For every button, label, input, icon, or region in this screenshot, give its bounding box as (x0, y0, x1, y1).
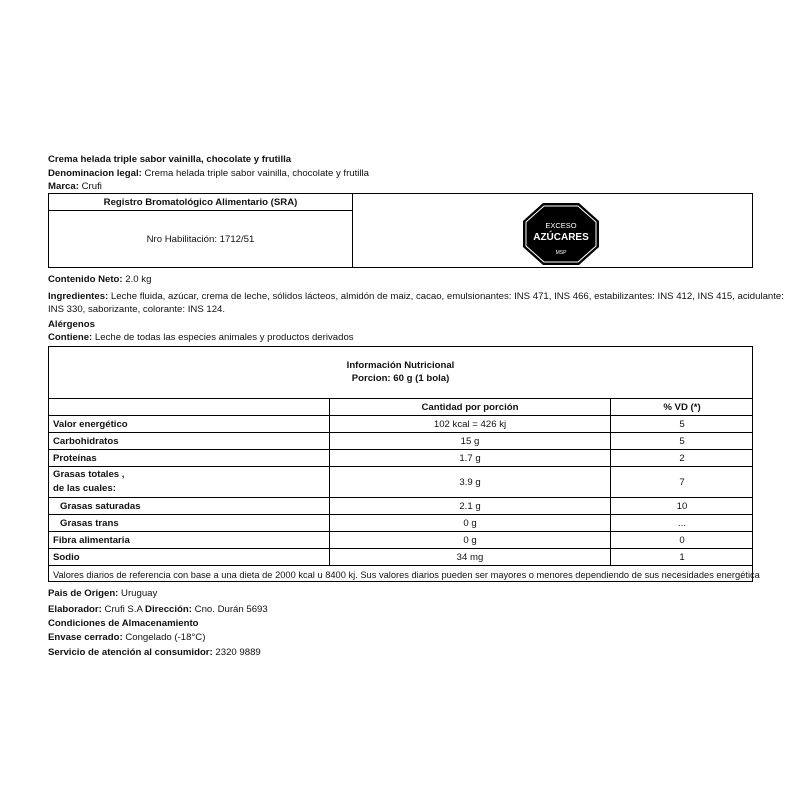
producer-value: Crufi S.A (104, 604, 143, 615)
nutrient-name: Sodio (53, 551, 80, 563)
seal-line2: AZÚCARES (533, 232, 589, 243)
registry-habilitacion: Nro Habilitación: 1712/51 (146, 233, 255, 245)
nutrient-name: Valor energético (53, 418, 128, 430)
legal-name-line (48, 168, 369, 180)
ingredients-text-2: INS 330, saborizante, colorante: INS 124. (48, 304, 226, 315)
service-value: 2320 9889 (215, 647, 261, 658)
nutrient-amount: 2.1 g (459, 500, 481, 512)
nutrient-vd: 5 (679, 418, 685, 430)
nutrient-vd: 1 (679, 551, 685, 563)
origin-line (48, 588, 157, 600)
nutrient-amount: 15 g (460, 435, 480, 447)
nutrient-vd: 0 (679, 534, 685, 546)
address-value: Cno. Durán 5693 (194, 604, 268, 615)
legal-name-value: Crema helada triple sabor vainilla, chocolate y frutilla (144, 168, 369, 179)
storage-line (48, 632, 205, 644)
octagon-icon (522, 202, 600, 266)
nutrient-amount: 0 g (463, 534, 477, 546)
nutrition-footnote: Valores diarios de referencia con base a una dieta de 2000 kcal u 8400 kj. Sus valores diarios pueden ser mayores o menores dependiendo de sus necesidades energética (53, 570, 760, 580)
brand-line (48, 181, 102, 193)
nutrition-portion: Porcion: 60 g (1 bola) (351, 373, 450, 384)
nutrient-vd: 2 (679, 452, 685, 464)
col-header-vd: % VD (*) (663, 401, 701, 413)
allergens-heading: Alérgenos (48, 319, 95, 330)
seal-line3: MSP (555, 250, 567, 256)
nutrient-vd: ... (678, 517, 686, 529)
storage-label: Envase cerrado: (48, 632, 123, 643)
origin-value: Uruguay (121, 588, 158, 599)
service-line (48, 647, 261, 659)
nutrient-vd: 7 (679, 476, 685, 488)
nutrient-amount: 3.9 g (459, 476, 481, 488)
service-label: Servicio de atención al consumidor: (48, 647, 213, 658)
nutrient-name: Grasas totales , (53, 469, 125, 480)
nutrient-name-sub: de las cuales: (53, 483, 116, 494)
nutrient-name: Grasas saturadas (60, 500, 141, 512)
nutrient-name: Grasas trans (60, 517, 119, 529)
allergens-value: Leche de todas las especies animales y productos derivados (94, 332, 354, 343)
net-content-label: Contenido Neto: (48, 274, 123, 285)
ingredients-line1 (48, 291, 784, 303)
nutrient-amount: 102 kcal = 426 kj (433, 418, 507, 430)
net-content-value: 2.0 kg (125, 274, 152, 285)
nutrient-name: Proteínas (53, 452, 97, 464)
nutrient-name: Fibra alimentaria (53, 534, 130, 546)
allergens-label: Contiene: (48, 332, 93, 343)
seal-line1: EXCESO (545, 221, 577, 230)
ingredients-text-1: Leche fluida, azúcar, crema de leche, sólidos lácteos, almidón de maiz, cacao, emulsionantes: INS 471, INS 466, estabilizantes: INS 412, INS 415, acidulante: (110, 291, 784, 302)
exceso-azucares-seal (522, 202, 600, 266)
row-line (48, 565, 753, 566)
net-content-line (48, 274, 151, 286)
product-title: Crema helada triple sabor vainilla, chocolate y frutilla (48, 154, 292, 165)
origin-label: Pais de Origen: (48, 588, 119, 599)
nutrient-vd: 10 (676, 500, 688, 512)
nutrient-vd: 5 (679, 435, 685, 447)
allergens-line (48, 332, 354, 344)
registry-header: Registro Bromatológico Alimentario (SRA) (103, 196, 298, 208)
legal-name-label: Denominacion legal: (48, 168, 142, 179)
brand-value: Crufi (81, 181, 102, 192)
brand-label: Marca: (48, 181, 79, 192)
nutrient-amount: 0 g (463, 517, 477, 529)
ingredients-label: Ingredientes: (48, 291, 109, 302)
storage-heading: Condiciones de Almacenamiento (48, 618, 199, 629)
producer-line (48, 604, 268, 616)
address-label: Dirección: (145, 604, 192, 615)
nutrient-amount: 34 mg (456, 551, 484, 563)
nutrition-title: Información Nutricional (346, 360, 455, 371)
nutrient-amount: 1.7 g (459, 452, 481, 464)
producer-label: Elaborador: (48, 604, 102, 615)
col-header-amount: Cantidad por porción (421, 401, 519, 413)
storage-value: Congelado (-18°C) (125, 632, 206, 643)
nutrient-name: Carbohidratos (53, 435, 119, 447)
